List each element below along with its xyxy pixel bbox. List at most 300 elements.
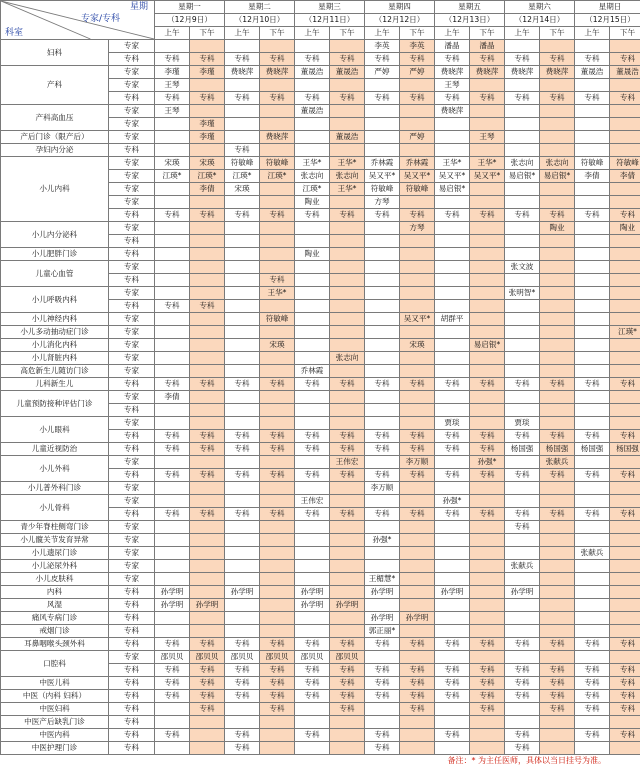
schedule-row	[1, 651, 640, 664]
schedule-cell: 专科	[505, 209, 540, 222]
schedule-row	[1, 534, 640, 547]
department-name: 中医产后缺乳门诊	[1, 716, 109, 729]
schedule-cell	[365, 599, 400, 612]
schedule-cell	[260, 196, 295, 209]
schedule-cell	[435, 365, 470, 378]
schedule-cell	[400, 560, 435, 573]
schedule-cell: 吴又平*	[365, 170, 400, 183]
schedule-cell: 乔林霞	[365, 157, 400, 170]
schedule-cell	[225, 118, 260, 131]
schedule-cell: 专科	[575, 664, 610, 677]
schedule-cell: 专科	[575, 378, 610, 391]
schedule-cell: 专科	[435, 378, 470, 391]
schedule-cell: 专科	[610, 729, 640, 742]
schedule-cell	[330, 534, 365, 547]
department-name: 儿童近视防治	[1, 443, 109, 456]
schedule-cell: 专科	[435, 443, 470, 456]
row-type: 专科	[109, 677, 155, 690]
schedule-cell: 孙学明	[155, 586, 190, 599]
schedule-cell: 专科	[295, 664, 330, 677]
row-type: 专家	[109, 131, 155, 144]
schedule-cell: 易启银*	[435, 183, 470, 196]
schedule-cell	[575, 248, 610, 261]
schedule-cell: 符敏峰	[400, 183, 435, 196]
schedule-cell: 杨国强	[610, 443, 640, 456]
schedule-cell	[365, 352, 400, 365]
department-name: 小儿普外科门诊	[1, 482, 109, 495]
row-type: 专科	[109, 664, 155, 677]
schedule-cell	[505, 352, 540, 365]
schedule-cell	[435, 456, 470, 469]
schedule-cell: 专科	[365, 664, 400, 677]
schedule-cell	[435, 521, 470, 534]
schedule-cell	[155, 534, 190, 547]
schedule-cell	[190, 365, 225, 378]
schedule-cell	[575, 40, 610, 53]
schedule-cell	[505, 144, 540, 157]
schedule-row	[1, 66, 640, 79]
schedule-cell	[575, 300, 610, 313]
schedule-cell	[400, 248, 435, 261]
schedule-cell	[435, 599, 470, 612]
schedule-cell	[540, 417, 575, 430]
schedule-cell	[470, 105, 505, 118]
schedule-row	[1, 391, 640, 404]
schedule-cell	[365, 560, 400, 573]
schedule-cell	[330, 365, 365, 378]
schedule-cell	[190, 729, 225, 742]
schedule-cell: 张明智*	[505, 287, 540, 300]
schedule-cell: 张志向	[330, 170, 365, 183]
schedule-cell: 专科	[155, 469, 190, 482]
schedule-cell	[225, 105, 260, 118]
schedule-cell: 专科	[470, 378, 505, 391]
schedule-cell	[435, 326, 470, 339]
department-name: 儿童心血管	[1, 261, 109, 287]
schedule-cell: 专科	[155, 209, 190, 222]
schedule-cell	[155, 326, 190, 339]
schedule-cell	[330, 560, 365, 573]
schedule-cell	[470, 274, 505, 287]
schedule-cell: 专科	[610, 638, 640, 651]
schedule-cell	[610, 495, 640, 508]
schedule-cell	[435, 742, 470, 755]
pm-header: 下午	[610, 27, 640, 40]
schedule-cell	[540, 183, 575, 196]
schedule-cell: 专科	[365, 469, 400, 482]
schedule-cell: 杨国强	[505, 443, 540, 456]
schedule-cell	[540, 365, 575, 378]
schedule-cell	[470, 183, 505, 196]
department-name: 小儿多动抽动症门诊	[1, 326, 109, 339]
schedule-cell	[505, 612, 540, 625]
schedule-row	[1, 690, 640, 703]
schedule-cell	[295, 339, 330, 352]
schedule-cell	[540, 261, 575, 274]
schedule-cell: 符敏峰	[225, 157, 260, 170]
schedule-cell: 孙学明	[225, 586, 260, 599]
schedule-cell	[155, 144, 190, 157]
schedule-cell	[575, 274, 610, 287]
schedule-cell	[190, 248, 225, 261]
schedule-cell: 李英	[365, 40, 400, 53]
schedule-cell	[505, 599, 540, 612]
schedule-cell	[610, 456, 640, 469]
schedule-cell	[470, 729, 505, 742]
schedule-cell	[470, 196, 505, 209]
schedule-cell: 专科	[225, 508, 260, 521]
department-name: 青少年脊柱侧弯门诊	[1, 521, 109, 534]
schedule-cell	[400, 599, 435, 612]
schedule-cell	[190, 742, 225, 755]
schedule-cell	[225, 222, 260, 235]
schedule-cell: 孙学明	[155, 599, 190, 612]
schedule-cell: 专科	[400, 443, 435, 456]
schedule-cell: 专科	[435, 469, 470, 482]
schedule-cell	[155, 313, 190, 326]
schedule-cell	[225, 404, 260, 417]
schedule-cell: 邵贝贝	[155, 651, 190, 664]
schedule-cell	[610, 560, 640, 573]
day-name: 星期三	[295, 1, 365, 14]
schedule-cell	[540, 742, 575, 755]
schedule-cell	[435, 391, 470, 404]
schedule-cell	[435, 625, 470, 638]
schedule-cell: 专科	[575, 53, 610, 66]
department-name: 戒烟门诊	[1, 625, 109, 638]
schedule-cell	[575, 144, 610, 157]
schedule-cell: 专科	[505, 469, 540, 482]
schedule-cell	[225, 482, 260, 495]
schedule-cell	[260, 573, 295, 586]
day-name: 星期一	[155, 1, 225, 14]
schedule-cell	[225, 339, 260, 352]
schedule-cell: 专科	[610, 378, 640, 391]
row-type: 专家	[109, 534, 155, 547]
schedule-cell	[610, 365, 640, 378]
schedule-cell	[295, 742, 330, 755]
schedule-cell	[225, 79, 260, 92]
schedule-cell: 费晓萍	[260, 131, 295, 144]
schedule-cell: 江瑛*	[190, 170, 225, 183]
schedule-cell	[575, 196, 610, 209]
schedule-cell	[470, 599, 505, 612]
schedule-row	[1, 378, 640, 391]
row-type: 专科	[109, 144, 155, 157]
pm-header: 下午	[260, 27, 295, 40]
schedule-cell: 易启银*	[540, 170, 575, 183]
schedule-cell	[260, 521, 295, 534]
schedule-cell	[435, 261, 470, 274]
schedule-cell	[575, 599, 610, 612]
schedule-cell	[365, 547, 400, 560]
department-name: 中医妇科	[1, 703, 109, 716]
schedule-row	[1, 417, 640, 430]
schedule-cell	[225, 391, 260, 404]
schedule-row	[1, 729, 640, 742]
schedule-cell	[155, 742, 190, 755]
schedule-cell: 专科	[470, 209, 505, 222]
schedule-cell: 李瑾	[190, 131, 225, 144]
department-name: 小儿呼吸内科	[1, 287, 109, 313]
schedule-cell: 专科	[505, 508, 540, 521]
schedule-cell: 专科	[540, 53, 575, 66]
schedule-cell	[610, 716, 640, 729]
schedule-cell: 专科	[575, 508, 610, 521]
row-type: 专科	[109, 404, 155, 417]
schedule-cell	[330, 105, 365, 118]
schedule-cell	[610, 586, 640, 599]
schedule-cell	[575, 79, 610, 92]
schedule-cell: 王华*	[330, 183, 365, 196]
schedule-cell	[610, 79, 640, 92]
schedule-cell	[330, 118, 365, 131]
schedule-cell	[260, 729, 295, 742]
schedule-cell	[155, 547, 190, 560]
schedule-cell	[225, 521, 260, 534]
schedule-cell	[400, 274, 435, 287]
schedule-cell: 专科	[575, 430, 610, 443]
schedule-row	[1, 521, 640, 534]
schedule-cell: 专科	[400, 508, 435, 521]
schedule-cell	[505, 326, 540, 339]
schedule-cell	[260, 612, 295, 625]
schedule-cell	[330, 521, 365, 534]
schedule-cell	[610, 287, 640, 300]
schedule-cell: 邵贝贝	[330, 651, 365, 664]
schedule-row	[1, 157, 640, 170]
schedule-cell: 专科	[365, 92, 400, 105]
department-name: 风湿	[1, 599, 109, 612]
schedule-cell: 符敏峰	[575, 157, 610, 170]
department-name: 耳鼻咽喉头颈外科	[1, 638, 109, 651]
department-name: 孕妇内分泌	[1, 144, 109, 157]
schedule-cell: 专科	[190, 209, 225, 222]
schedule-cell	[365, 326, 400, 339]
schedule-cell	[575, 521, 610, 534]
schedule-cell: 贾琰	[435, 417, 470, 430]
schedule-cell	[610, 521, 640, 534]
schedule-cell	[505, 131, 540, 144]
schedule-cell	[365, 287, 400, 300]
schedule-cell: 董晟浩	[295, 66, 330, 79]
schedule-cell	[225, 300, 260, 313]
department-name: 小儿消化内科	[1, 339, 109, 352]
schedule-cell	[470, 586, 505, 599]
schedule-cell: 专科	[155, 378, 190, 391]
schedule-cell: 专科	[365, 209, 400, 222]
schedule-cell: 王华*	[260, 287, 295, 300]
schedule-cell	[330, 391, 365, 404]
schedule-cell	[610, 573, 640, 586]
schedule-cell	[225, 495, 260, 508]
schedule-cell	[260, 326, 295, 339]
schedule-cell	[295, 391, 330, 404]
row-type: 专家	[109, 287, 155, 300]
row-type: 专科	[109, 430, 155, 443]
schedule-cell	[190, 482, 225, 495]
schedule-cell	[225, 365, 260, 378]
schedule-cell	[540, 573, 575, 586]
schedule-cell	[400, 534, 435, 547]
schedule-cell: 专科	[190, 677, 225, 690]
schedule-cell: 专科	[225, 92, 260, 105]
schedule-cell: 严婷	[400, 131, 435, 144]
schedule-cell	[190, 196, 225, 209]
schedule-cell	[260, 248, 295, 261]
schedule-cell	[435, 547, 470, 560]
schedule-cell	[575, 495, 610, 508]
schedule-cell	[470, 222, 505, 235]
schedule-cell	[435, 144, 470, 157]
schedule-cell	[505, 391, 540, 404]
schedule-cell: 吴又平*	[400, 313, 435, 326]
schedule-cell	[190, 274, 225, 287]
schedule-cell	[575, 222, 610, 235]
schedule-cell	[365, 716, 400, 729]
schedule-cell	[155, 40, 190, 53]
row-type: 专家	[109, 261, 155, 274]
schedule-cell	[295, 261, 330, 274]
schedule-cell: 专科	[225, 53, 260, 66]
schedule-cell: 李倩	[155, 391, 190, 404]
schedule-cell	[155, 183, 190, 196]
schedule-cell: 孙学明	[330, 599, 365, 612]
schedule-cell: 李英	[400, 40, 435, 53]
schedule-cell	[540, 248, 575, 261]
schedule-cell	[190, 417, 225, 430]
pm-header: 下午	[540, 27, 575, 40]
schedule-cell	[575, 560, 610, 573]
pm-header: 下午	[330, 27, 365, 40]
schedule-cell: 专科	[190, 664, 225, 677]
schedule-cell: 专科	[470, 430, 505, 443]
schedule-cell: 专科	[295, 690, 330, 703]
schedule-cell	[470, 118, 505, 131]
schedule-cell	[190, 573, 225, 586]
schedule-cell	[470, 391, 505, 404]
department-name: 小儿骨科	[1, 495, 109, 521]
schedule-cell	[505, 404, 540, 417]
schedule-cell	[330, 573, 365, 586]
schedule-cell: 宋瑛	[260, 339, 295, 352]
schedule-cell	[435, 404, 470, 417]
schedule-cell	[155, 365, 190, 378]
schedule-cell: 专科	[575, 690, 610, 703]
schedule-cell	[155, 274, 190, 287]
schedule-cell	[610, 105, 640, 118]
schedule-cell: 专科	[575, 729, 610, 742]
schedule-cell	[225, 313, 260, 326]
schedule-cell: 专科	[260, 430, 295, 443]
schedule-cell: 专科	[155, 92, 190, 105]
schedule-cell	[575, 482, 610, 495]
schedule-cell	[365, 313, 400, 326]
schedule-cell	[295, 716, 330, 729]
schedule-cell	[330, 40, 365, 53]
schedule-cell	[540, 235, 575, 248]
schedule-cell: 专科	[435, 209, 470, 222]
am-header: 上午	[365, 27, 400, 40]
schedule-cell	[400, 404, 435, 417]
row-type: 专家	[109, 521, 155, 534]
schedule-cell	[435, 196, 470, 209]
schedule-cell: 专科	[540, 92, 575, 105]
schedule-cell	[575, 105, 610, 118]
schedule-row	[1, 599, 640, 612]
schedule-cell: 专科	[400, 638, 435, 651]
schedule-cell: 专科	[155, 729, 190, 742]
schedule-cell	[225, 573, 260, 586]
schedule-cell	[575, 625, 610, 638]
schedule-cell	[260, 547, 295, 560]
schedule-cell	[365, 651, 400, 664]
schedule-cell: 李瑾	[155, 66, 190, 79]
schedule-cell	[400, 79, 435, 92]
schedule-cell: 专科	[225, 469, 260, 482]
schedule-cell: 专科	[330, 378, 365, 391]
schedule-cell: 王华*	[295, 157, 330, 170]
schedule-cell	[260, 482, 295, 495]
schedule-cell	[190, 560, 225, 573]
schedule-cell	[190, 339, 225, 352]
schedule-cell: 费晓萍	[540, 66, 575, 79]
schedule-cell	[575, 352, 610, 365]
schedule-cell	[540, 131, 575, 144]
schedule-cell	[400, 729, 435, 742]
schedule-cell	[295, 534, 330, 547]
schedule-cell	[190, 547, 225, 560]
schedule-cell	[505, 482, 540, 495]
schedule-cell	[365, 144, 400, 157]
day-date: （12月15日）	[575, 14, 640, 27]
schedule-cell: 专科	[400, 430, 435, 443]
schedule-cell	[470, 560, 505, 573]
pm-header: 下午	[190, 27, 225, 40]
schedule-cell: 专科	[575, 703, 610, 716]
schedule-cell	[190, 326, 225, 339]
schedule-cell: 张献兵	[505, 560, 540, 573]
schedule-cell	[190, 716, 225, 729]
schedule-cell: 专科	[575, 638, 610, 651]
row-type: 专家	[109, 118, 155, 131]
schedule-cell	[260, 742, 295, 755]
schedule-cell	[260, 365, 295, 378]
schedule-cell: 专科	[260, 469, 295, 482]
schedule-cell: 王华*	[470, 157, 505, 170]
row-type: 专科	[109, 612, 155, 625]
schedule-cell	[190, 612, 225, 625]
schedule-cell: 专科	[505, 690, 540, 703]
schedule-cell: 专科	[610, 53, 640, 66]
schedule-cell	[225, 248, 260, 261]
schedule-cell: 专科	[365, 443, 400, 456]
schedule-row	[1, 716, 640, 729]
schedule-cell	[295, 521, 330, 534]
pm-header: 下午	[470, 27, 505, 40]
schedule-cell: 潘晶	[435, 40, 470, 53]
schedule-cell	[575, 612, 610, 625]
schedule-row	[1, 365, 640, 378]
schedule-cell	[365, 235, 400, 248]
schedule-cell	[435, 287, 470, 300]
schedule-cell: 专科	[225, 378, 260, 391]
schedule-row	[1, 326, 640, 339]
schedule-cell	[225, 261, 260, 274]
schedule-cell: 专科	[575, 469, 610, 482]
schedule-cell	[610, 274, 640, 287]
day-date: （12月12日）	[365, 14, 435, 27]
